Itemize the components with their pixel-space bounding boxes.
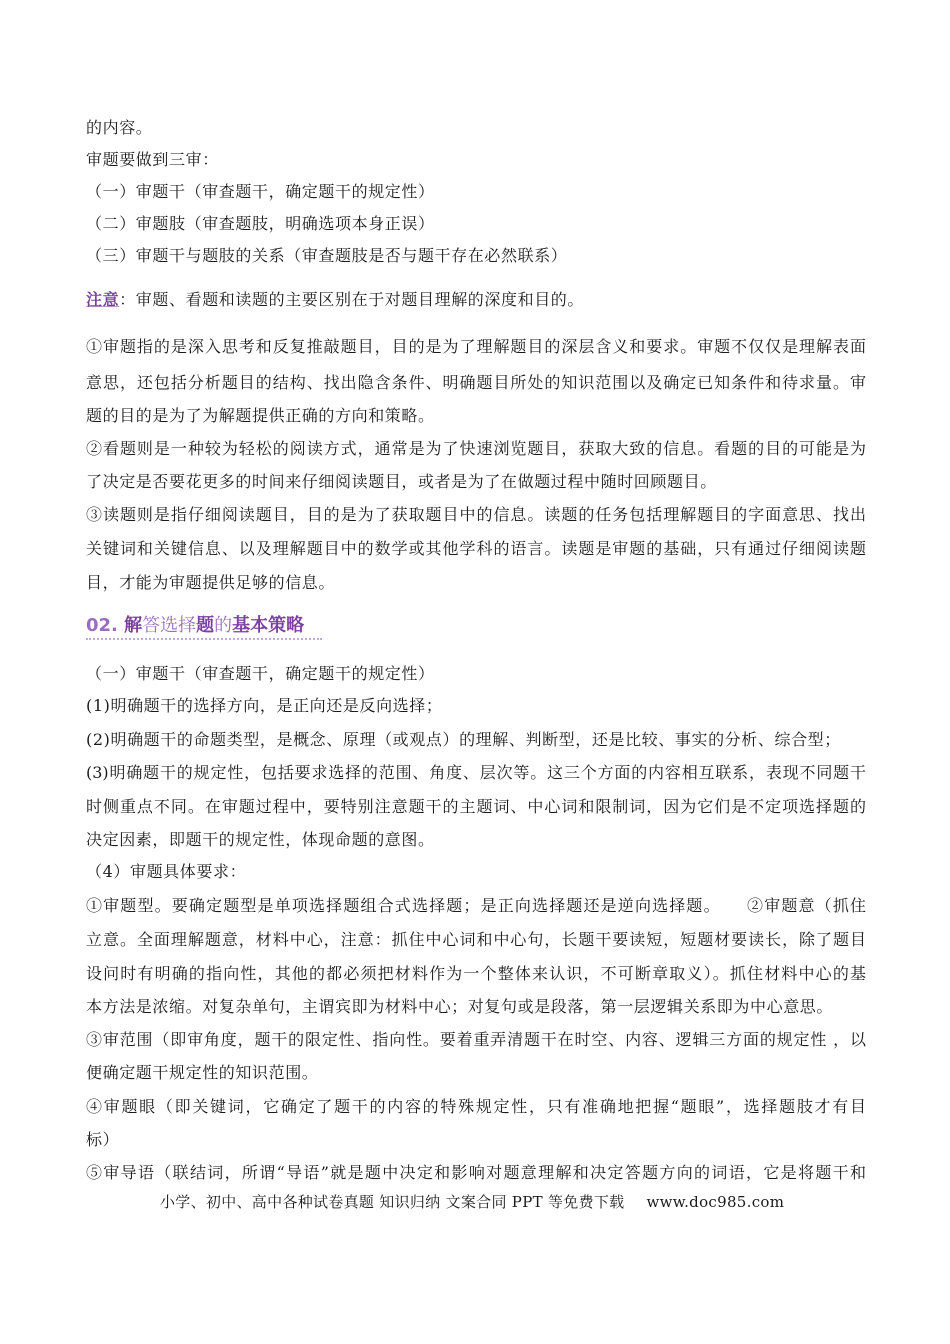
text-line: ⑤审导语（联结词，所谓“导语”就是题中决定和影响对题意理解和决定答题方向的词语，它是将题干和 <box>86 1163 866 1182</box>
footer-url[interactable]: www.doc985.com <box>646 1193 785 1211</box>
text-line: （一）审题干（审查题干，确定题干的规定性） <box>86 664 435 683</box>
text-line: （三）审题干与题肢的关系（审查题肢是否与题干存在必然联系） <box>86 246 568 265</box>
heading-part: 的 <box>214 615 233 636</box>
text-line: ②看题则是一种较为轻松的阅读方式，通常是为了快速浏览题目，获取大致的信息。看题的目的可能是为 <box>86 439 866 458</box>
text-line: 决定因素，即题干的规定性，体现命题的意图。 <box>86 830 435 849</box>
text-line: ①审题指的是深入思考和反复推敲题目，目的是为了理解题目的深层含义和要求。审题不仅仅是理解表面 <box>86 337 866 356</box>
text-line: 时侧重点不同。在审题过程中，要特别注意题干的主题词、中心词和限制词，因为它们是不定项选择题的 <box>86 797 866 816</box>
text-line: 题的目的是为了为解题提供正确的方向和策略。 <box>86 406 435 425</box>
text-line: （一）审题干（审查题干，确定题干的规定性） <box>86 182 435 201</box>
text-line: 目，才能为审题提供足够的信息。 <box>86 573 336 592</box>
heading-number: 02. <box>86 615 118 636</box>
footer-text: 小学、初中、高中各种试卷真题 知识归纳 文案合同 PPT 等免费下载 <box>160 1193 625 1211</box>
heading-part: 题 <box>196 615 215 636</box>
text-line: (1)明确题干的选择方向，是正向还是反向选择； <box>86 696 443 715</box>
text-line: 了决定是否要花更多的时间来仔细阅读题目，或者是为了在做题过程中随时回顾题目。 <box>86 472 717 491</box>
text-line: 本方法是浓缩。对复杂单句，主谓宾即为材料中心；对复句或是段落，第一层逻辑关系即为中心意思。 <box>86 997 834 1016</box>
text-line: （4）审题具体要求： <box>86 862 247 881</box>
text-line: ④审题眼（即关键词，它确定了题干的内容的特殊规定性，只有准确地把握“题眼”，选择题肢才有目 <box>86 1097 866 1116</box>
page-footer <box>160 1192 784 1212</box>
text-line: 审题要做到三审： <box>86 150 219 169</box>
section-heading <box>86 615 304 637</box>
note-text: ：审题、看题和读题的主要区别在于对题目理解的深度和目的。 <box>119 290 585 309</box>
text-line: ①审题型。要确定题型是单项选择题组合式选择题；是正向选择题还是逆向选择题。 ②审题意（抓住 <box>86 896 866 915</box>
text-line: ③读题则是指仔细阅读题目，目的是为了获取题目中的信息。读题的任务包括理解题目的字面意思、找出 <box>86 505 866 524</box>
heading-part: 基本策略 <box>232 615 305 636</box>
text-line: 立意。全面理解题意，材料中心，注意：抓住中心词和中心句，长题干要读短，短题材要读长，除了题目 <box>86 930 866 949</box>
heading-part: 解 <box>124 615 143 636</box>
text-line: 标） <box>86 1130 120 1149</box>
note-label: 注意 <box>86 290 120 309</box>
text-line: 关键词和关键信息、以及理解题目中的数学或其他学科的语言。读题是审题的基础，只有通过仔细阅读题 <box>86 539 866 558</box>
text-line: (2)明确题干的命题类型，是概念、原理（或观点）的理解、判断型，还是比较、事实的分析、综合型； <box>86 730 841 749</box>
heading-underline <box>86 638 322 640</box>
heading-part: 答选择 <box>142 615 197 636</box>
text-line: 便确定题干规定性的知识范围。 <box>86 1063 319 1082</box>
text-line: 的内容。 <box>86 118 153 137</box>
text-line: ③审范围（即审角度，题干的限定性、指向性。要着重弄清题干在时空、内容、逻辑三方面的规定性 ，以 <box>86 1030 866 1049</box>
text-line: (3)明确题干的规定性，包括要求选择的范围、角度、层次等。这三个方面的内容相互联系，表现不同题干 <box>86 763 866 782</box>
text-line: （二）审题肢（审查题肢，明确选项本身正误） <box>86 214 435 233</box>
text-line: 设问时有明确的指向性，其他的都必须把材料作为一个整体来认识，不可断章取义）。抓住材料中心的基 <box>86 964 866 983</box>
text-line: 意思，还包括分析题目的结构、找出隐含条件、明确题目所处的知识范围以及确定已知条件和待求量。审 <box>86 373 866 392</box>
note-line <box>86 290 866 310</box>
